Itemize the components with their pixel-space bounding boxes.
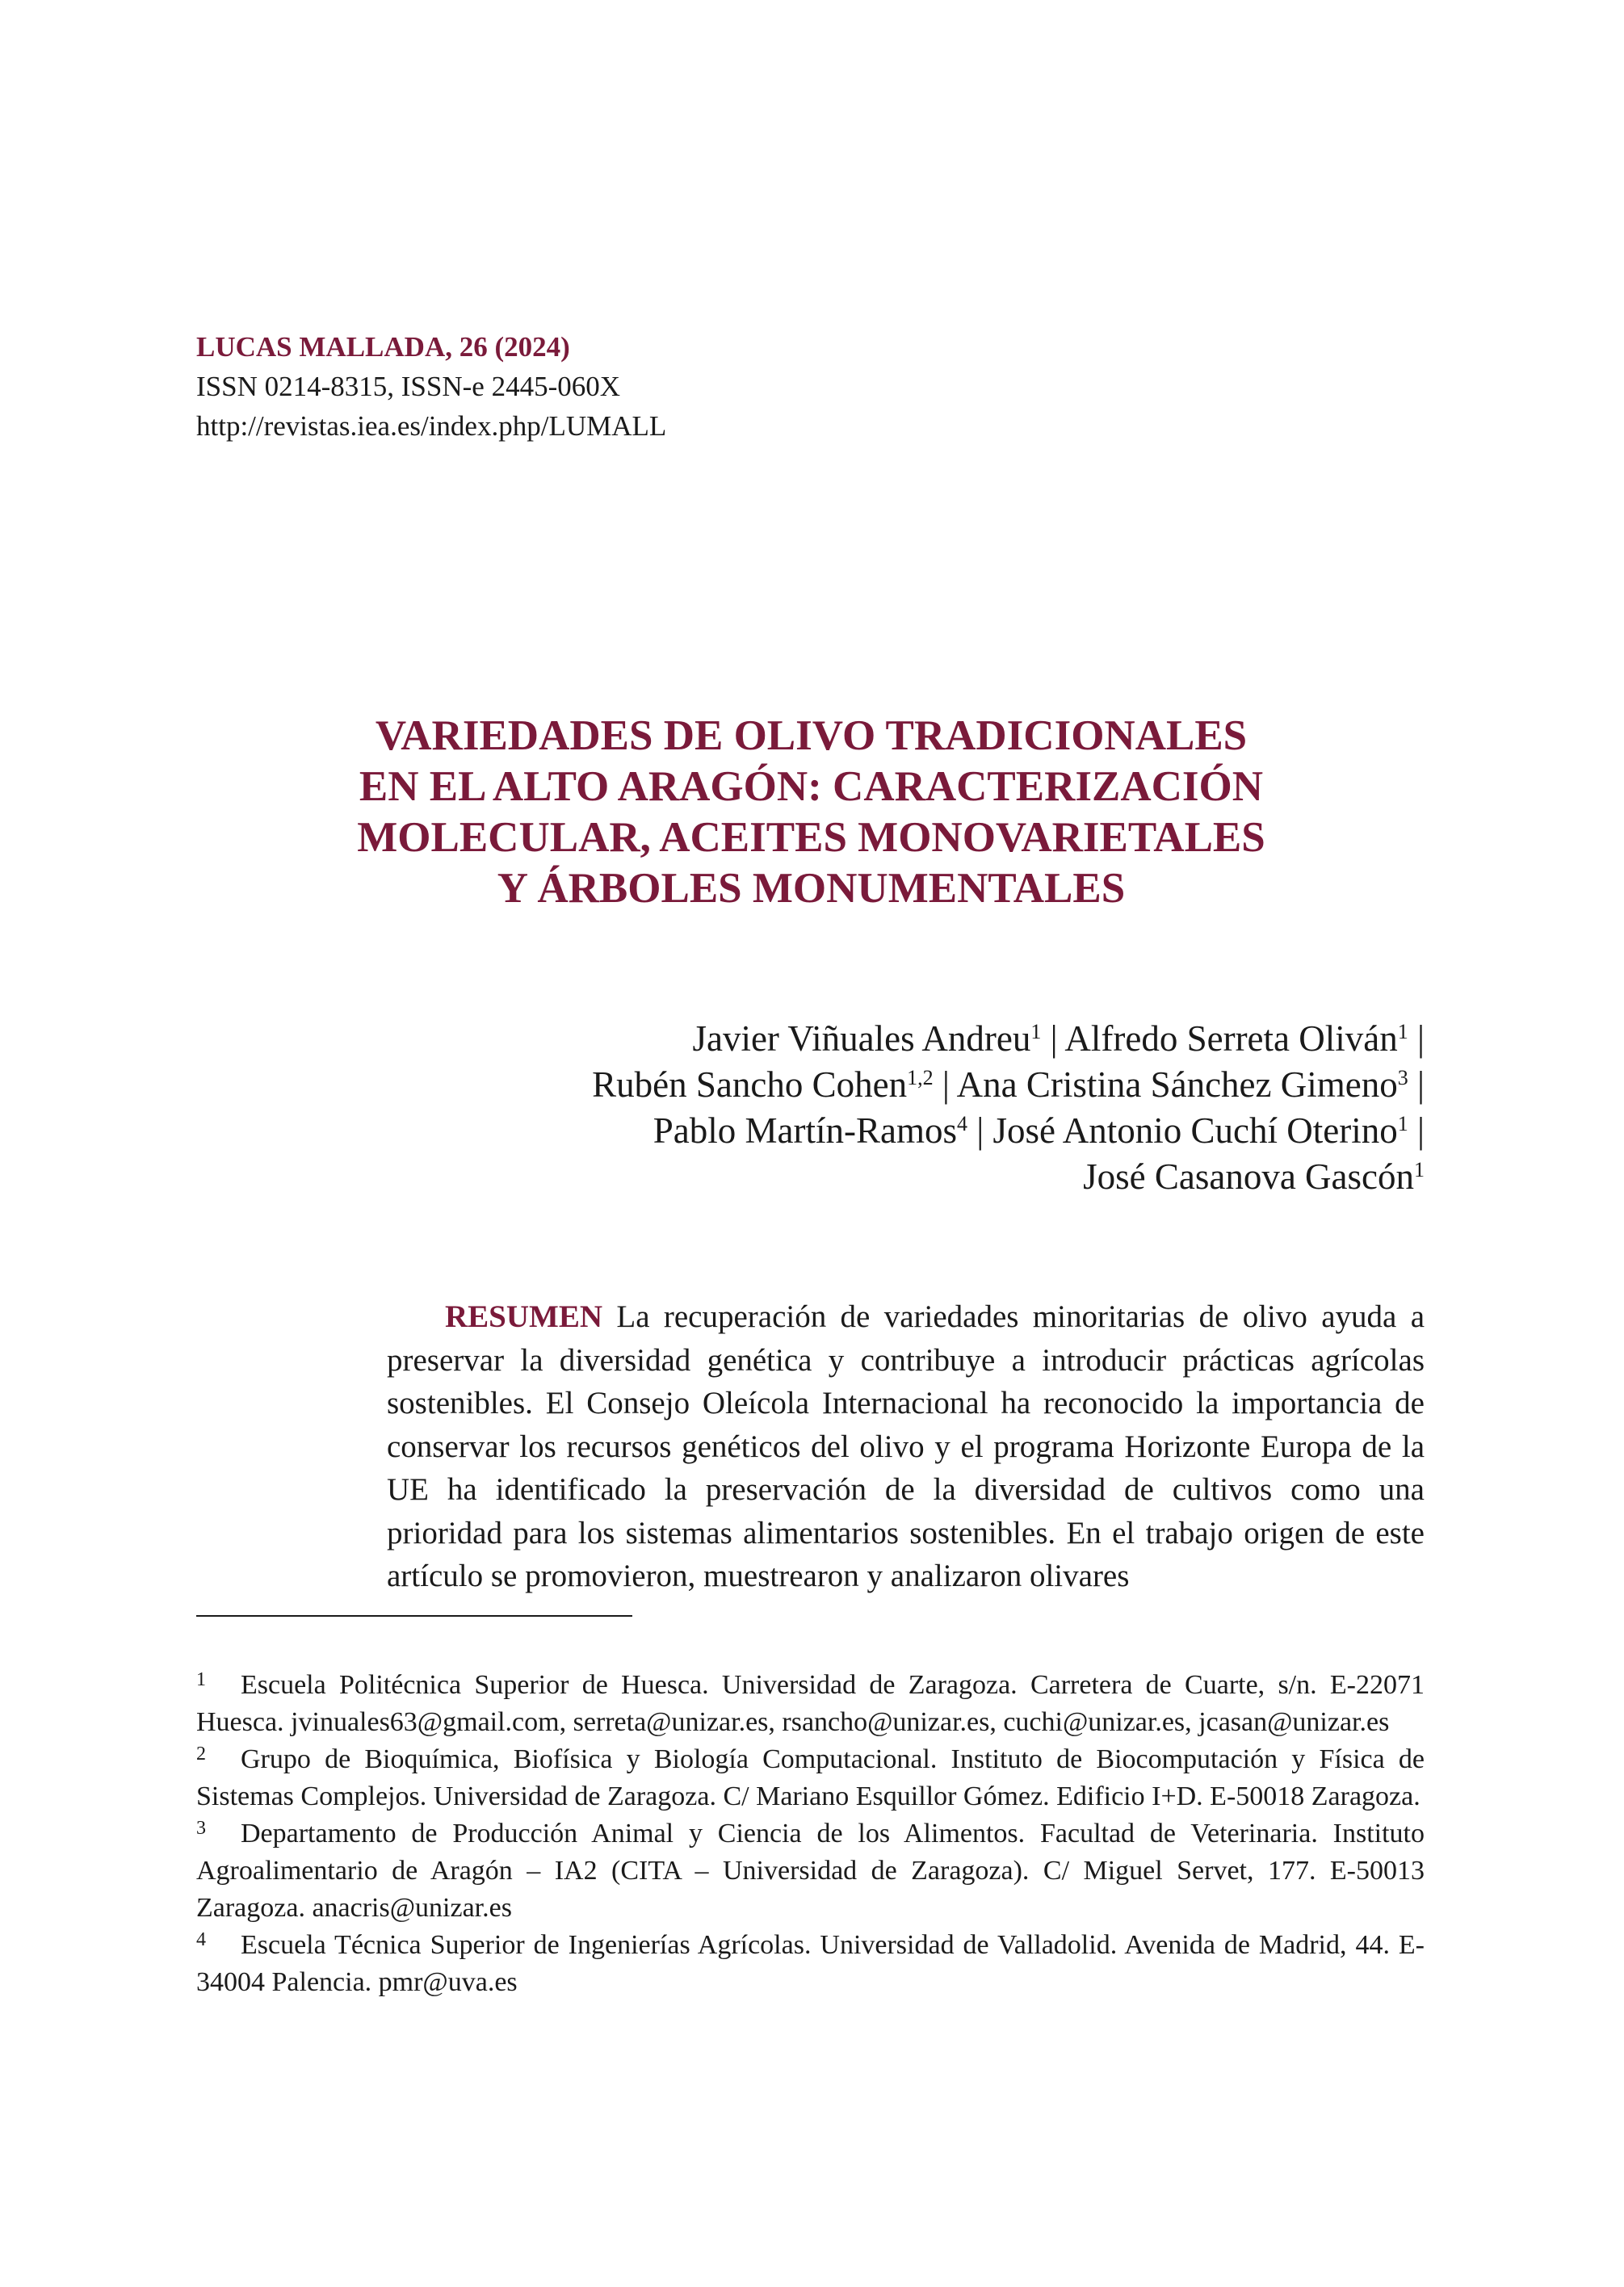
article-title (196, 711, 1426, 914)
footnote: 3 Departamento de Producción Animal y Ciencia de los Alimentos. Facultad de Veterinaria. Instituto Agroalimentario de Aragón – IA2 (CITA – Universidad de Zaragoza). C/ Miguel Servet, 177. E-50013 Zaragoza. anacris@unizar.es (196, 1818, 1425, 1923)
author-affiliation: 1 (1397, 1112, 1408, 1135)
author-separator: | (942, 1064, 950, 1105)
abstract-paragraph (387, 1295, 1425, 1598)
abstract-label: RESUMEN (445, 1299, 603, 1334)
author-affiliation: 3 (1397, 1066, 1408, 1089)
author-affiliation: 1 (1414, 1158, 1425, 1181)
author-name: José Antonio Cuchí Oterino (992, 1110, 1398, 1151)
author-separator: | (1416, 1064, 1425, 1105)
author-separator: | (1050, 1018, 1058, 1059)
author-line (196, 1154, 1425, 1200)
footnote: 2 Grupo de Bioquímica, Biofísica y Biología Computacional. Instituto de Biocomputación y Física de Sistemas Complejos. Universidad de Zaragoza. C/ Mariano Esquillor Gómez. Edificio I+D. E-50018 Zaragoza. (196, 1744, 1425, 1811)
journal-issn: ISSN 0214-8315, ISSN-e 2445-060X (196, 371, 620, 402)
author-line (196, 1108, 1425, 1154)
footnote-text: Escuela Técnica Superior de Ingenierías Agrícolas. Universidad de Valladolid. Avenida de Madrid, 44. E-34004 Palencia. pmr@uva.es (196, 1930, 1425, 1997)
footnote-divider (196, 1615, 632, 1617)
author-line (196, 1016, 1425, 1062)
author-name: Ana Cristina Sánchez Gimeno (956, 1064, 1398, 1105)
abstract (387, 1295, 1425, 1598)
title-line: VARIEDADES DE OLIVO TRADICIONALES (375, 712, 1248, 759)
title-line: EN EL ALTO ARAGÓN: CARACTERIZACIÓN (359, 763, 1264, 810)
title-line: MOLECULAR, ACEITES MONOVARIETALES (357, 814, 1265, 861)
title-line: Y ÁRBOLES MONUMENTALES (497, 865, 1126, 912)
author-list (196, 1016, 1425, 1200)
footnote-text: Grupo de Bioquímica, Biofísica y Biología Computacional. Instituto de Biocomputación y Física de Sistemas Complejos. Universidad de Zaragoza. C/ Mariano Esquillor Gómez. Edificio I+D. E-50018 Zaragoza. (196, 1744, 1425, 1811)
author-name: José Casanova Gascón (1083, 1156, 1414, 1197)
abstract-text: La recuperación de variedades minoritarias de olivo ayuda a preservar la diversidad genética y contribuye a introducir prácticas agrícolas sostenibles. El Consejo Oleícola Internacional ha reconocido la importancia de conservar los recursos genéticos del olivo y el programa Horizonte Europa de la UE ha identificado la preservación de la diversidad de cultivos como una prioridad para los sistemas alimentarios sostenibles. En el trabajo origen de este artículo se promovieron, muestrearon y analizaron olivares (387, 1299, 1425, 1593)
author-affiliation: 1,2 (907, 1066, 934, 1089)
author-separator: | (1416, 1018, 1425, 1059)
author-name: Javier Viñuales Andreu (692, 1018, 1031, 1059)
author-name: Alfredo Serreta Oliván (1064, 1018, 1398, 1059)
author-name: Rubén Sancho Cohen (592, 1064, 908, 1105)
author-line (196, 1062, 1425, 1108)
footnote: 4 Escuela Técnica Superior de Ingenierías Agrícolas. Universidad de Valladolid. Avenida de Madrid, 44. E-34004 Palencia. pmr@uva.es (196, 1929, 1425, 1997)
author-separator: | (976, 1110, 984, 1151)
journal-name: LUCAS MALLADA, 26 (2024) (196, 331, 570, 363)
footnote-text: Escuela Politécnica Superior de Huesca. Universidad de Zaragoza. Carretera de Cuarte, s/n. E-22071 Huesca. jvinuales63@gmail.com, serreta@unizar.es, rsancho@unizar.es, cuchi@unizar.es, jcasan@unizar.es (196, 1670, 1425, 1737)
author-separator: | (1416, 1110, 1425, 1151)
author-affiliation: 1 (1030, 1020, 1042, 1043)
journal-url[interactable]: http://revistas.iea.es/index.php/LUMALL (196, 410, 667, 442)
author-affiliation: 1 (1397, 1020, 1408, 1043)
author-name: Pablo Martín-Ramos (653, 1110, 957, 1151)
footnotes (196, 1667, 1425, 2001)
footnote: 1 Escuela Politécnica Superior de Huesca. Universidad de Zaragoza. Carretera de Cuarte, s/n. E-22071 Huesca. jvinuales63@gmail.com, serreta@unizar.es, rsancho@unizar.es, cuchi@unizar.es, jcasan@unizar.es (196, 1669, 1425, 1737)
footnote-text: Departamento de Producción Animal y Ciencia de los Alimentos. Facultad de Veterinaria. Instituto Agroalimentario de Aragón – IA2 (CITA – Universidad de Zaragoza). C/ Miguel Servet, 177. E-50013 Zaragoza. anacris@unizar.es (196, 1819, 1425, 1923)
author-affiliation: 4 (957, 1112, 967, 1135)
journal-header (196, 327, 1327, 446)
